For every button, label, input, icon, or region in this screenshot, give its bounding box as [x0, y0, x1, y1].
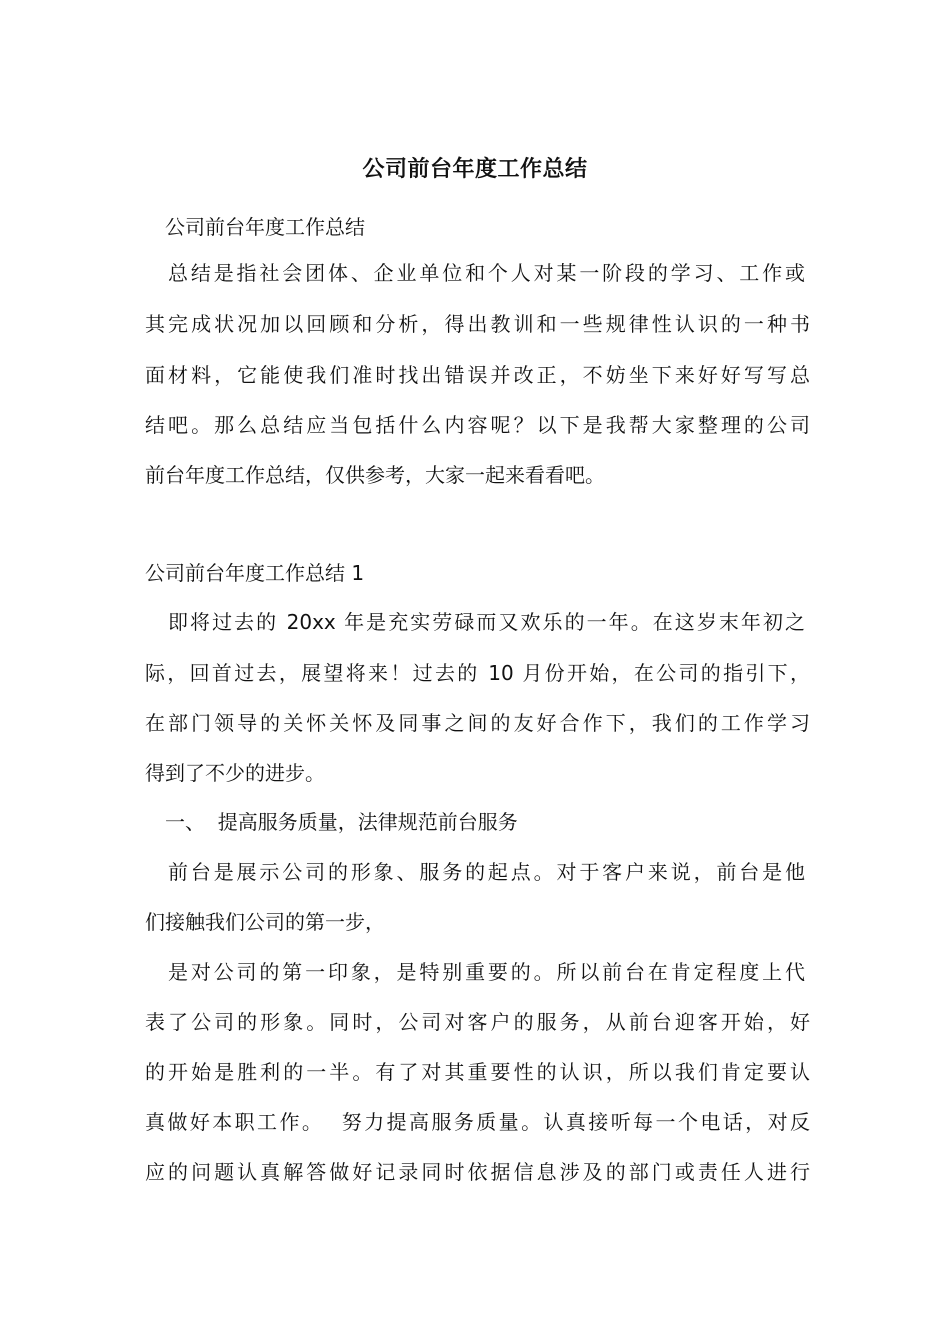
para-1-line-1: 即将过去的 20xx 年是充实劳碌而又欢乐的一年。在这岁末年初之 [168, 610, 805, 634]
para-2-line-1: 前台是展示公司的形象、服务的起点。对于客户来说，前台是他 [168, 860, 805, 884]
para-1-line-4: 得到了不少的进步。 [145, 761, 325, 785]
intro-line-3: 面材料，它能使我们准时找出错误并改正，不妨坐下来好好写写总 [145, 363, 810, 387]
para-3-line-2: 表了公司的形象。同时，公司对客户的服务，从前台迎客开始，好 [145, 1010, 810, 1034]
para-3-line-4: 真做好本职工作。 努力提高服务质量。认真接听每一个电话，对反 [145, 1110, 810, 1134]
intro-line-1: 总结是指社会团体、企业单位和个人对某一阶段的学习、工作或 [168, 261, 805, 285]
para-1-line-2: 际，回首过去，展望将来！过去的 10 月份开始，在公司的指引下， [145, 661, 810, 685]
para-1-line-3: 在部门领导的关怀关怀及同事之间的友好合作下，我们的工作学习 [145, 711, 810, 735]
subtitle-line: 公司前台年度工作总结 [165, 215, 365, 239]
section-heading-1: 公司前台年度工作总结 1 [145, 561, 365, 585]
para-2-line-2: 们接触我们公司的第一步， [145, 910, 385, 934]
intro-line-2: 其完成状况加以回顾和分析，得出教训和一些规律性认识的一种书 [145, 312, 810, 336]
para-3-line-3: 的开始是胜利的一半。有了对其重要性的认识，所以我们肯定要认 [145, 1060, 810, 1084]
subheading-one: 一、 提高服务质量，法律规范前台服务 [165, 810, 518, 834]
intro-line-4: 结吧。那么总结应当包括什么内容呢？以下是我帮大家整理的公司 [145, 413, 810, 437]
document-title: 公司前台年度工作总结 [362, 157, 588, 182]
para-3-line-5: 应的问题认真解答做好记录同时依据信息涉及的部门或责任人进行 [145, 1160, 810, 1184]
para-3-line-1: 是对公司的第一印象，是特别重要的。所以前台在肯定程度上代 [168, 960, 805, 984]
intro-line-5: 前台年度工作总结，仅供参考，大家一起来看看吧。 [145, 463, 605, 487]
